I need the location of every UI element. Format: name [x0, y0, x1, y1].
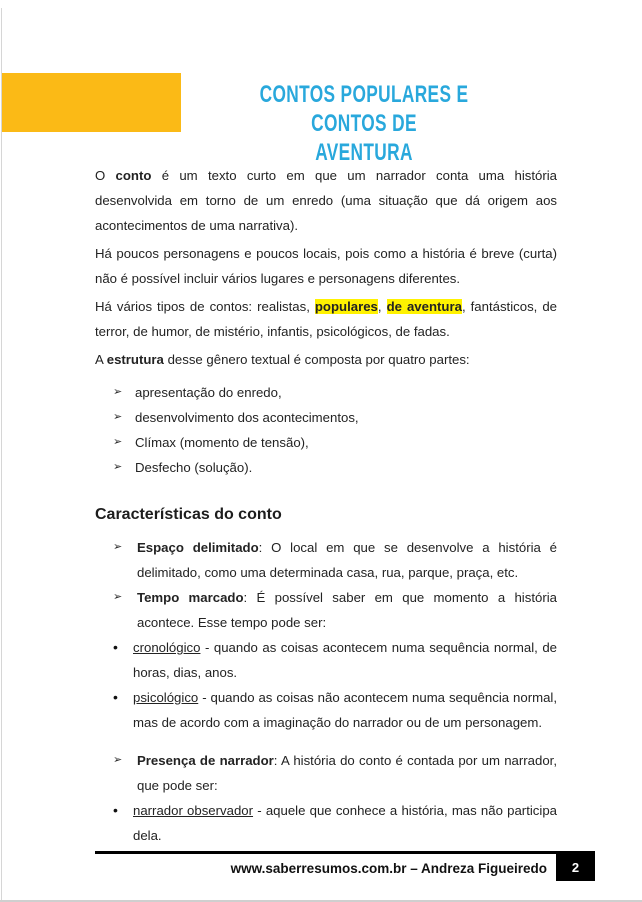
- characteristic-text: [133, 690, 557, 730]
- text-segment: : É possível saber em que momento a história acontece. Esse tempo pode ser:: [137, 590, 557, 630]
- footer: [95, 851, 595, 881]
- list-item-label: desenvolvimento dos acontecimentos,: [135, 410, 359, 425]
- characteristic-text: [137, 540, 557, 580]
- text-segment: cronológico: [133, 640, 201, 655]
- title-line-2: AVENTURA: [315, 139, 413, 166]
- dot-bullet-icon: •: [113, 802, 118, 818]
- arrow-bullet-icon: ➢: [113, 541, 123, 553]
- text-segment: - quando as coisas acontecem numa sequência normal, de horas, dias, anos.: [133, 640, 557, 680]
- characteristic-item: [95, 535, 557, 585]
- structure-list: [95, 380, 557, 480]
- text-segment: Há poucos personagens e poucos locais, pois como a história é breve (curta) não é possível incluir vários lugares e personagens diferentes.: [95, 246, 557, 286]
- arrow-bullet-icon: ➢: [113, 461, 123, 473]
- text-segment: A: [95, 352, 107, 367]
- characteristics-list: [95, 535, 557, 848]
- characteristic-item: [95, 635, 557, 685]
- list-item: [95, 455, 557, 480]
- text-segment: Presença de narrador: [137, 753, 274, 768]
- text-segment: : O local em que se desenvolve a história é delimitado, como uma determinada casa, rua, parque, praça, etc.: [137, 540, 557, 580]
- text-segment: narrador observador: [133, 803, 254, 818]
- text-segment: : A história do conto é contada por um narrador, que pode ser:: [137, 753, 557, 793]
- characteristic-text: [137, 590, 557, 630]
- characteristic-text: [137, 753, 557, 793]
- paragraph-tipos: [95, 294, 557, 344]
- list-item: [95, 430, 557, 455]
- text-segment: - aquele que conhece a história, mas não participa dela.: [133, 803, 557, 843]
- paragraph-estrutura: [95, 347, 557, 372]
- list-item: [95, 380, 557, 405]
- text-segment: Tempo marcado: [137, 590, 244, 605]
- footer-row: [95, 854, 595, 881]
- arrow-bullet-icon: ➢: [113, 436, 123, 448]
- text-segment: conto: [115, 168, 152, 183]
- characteristic-item: [95, 748, 557, 798]
- text-segment: é um texto curto em que um narrador conta uma história desenvolvida em torno de um enredo (uma situação que dá origem aos acontecimentos de uma narrativa).: [95, 168, 558, 233]
- characteristic-text: [133, 640, 557, 680]
- text-segment: Espaço delimitado: [137, 540, 259, 555]
- characteristic-item: [95, 685, 557, 735]
- dot-bullet-icon: •: [113, 639, 118, 655]
- text-segment: estrutura: [106, 352, 164, 367]
- document-content: [95, 163, 557, 848]
- text-segment: - quando as coisas não acontecem numa sequência normal, mas de acordo com a imaginação do narrador ou de um personagem.: [133, 690, 557, 730]
- page-number-box: [556, 854, 595, 881]
- characteristic-item: [95, 798, 557, 848]
- dot-bullet-icon: •: [113, 689, 118, 705]
- page-title: [236, 80, 492, 167]
- text-segment: , fantásticos, de terror, de humor, de mistério, infantis, psicológicos, de fadas.: [95, 299, 557, 339]
- list-item-label: Desfecho (solução).: [135, 460, 253, 475]
- list-item-label: Clímax (momento de tensão),: [135, 435, 309, 450]
- characteristic-item: [95, 585, 557, 635]
- text-segment: populares: [314, 299, 378, 314]
- text-segment: ,: [377, 299, 387, 314]
- page-left-edge: [1, 8, 2, 902]
- paragraph-personagens: [95, 241, 557, 291]
- paragraph-intro: [95, 163, 557, 238]
- section-heading: Características do conto: [95, 506, 282, 523]
- title-line-1: CONTOS POPULARES E CONTOS DE: [259, 81, 469, 137]
- characteristic-text: [133, 803, 557, 843]
- site-credit: www.saberresumos.com.br – Andreza Figueiredo: [230, 861, 547, 876]
- header-accent-bar: [2, 73, 181, 132]
- arrow-bullet-icon: ➢: [113, 591, 123, 603]
- text-segment: de aventura: [386, 299, 462, 314]
- text-segment: Há vários tipos de contos: realistas,: [95, 299, 315, 314]
- page-number: 2: [571, 860, 580, 875]
- text-segment: O: [95, 168, 116, 183]
- list-item: [95, 405, 557, 430]
- arrow-bullet-icon: ➢: [113, 386, 123, 398]
- list-item-label: apresentação do enredo,: [135, 385, 282, 400]
- arrow-bullet-icon: ➢: [113, 411, 123, 423]
- text-segment: desse gênero textual é composta por quatro partes:: [163, 352, 470, 367]
- arrow-bullet-icon: ➢: [113, 754, 123, 766]
- text-segment: psicológico: [133, 690, 199, 705]
